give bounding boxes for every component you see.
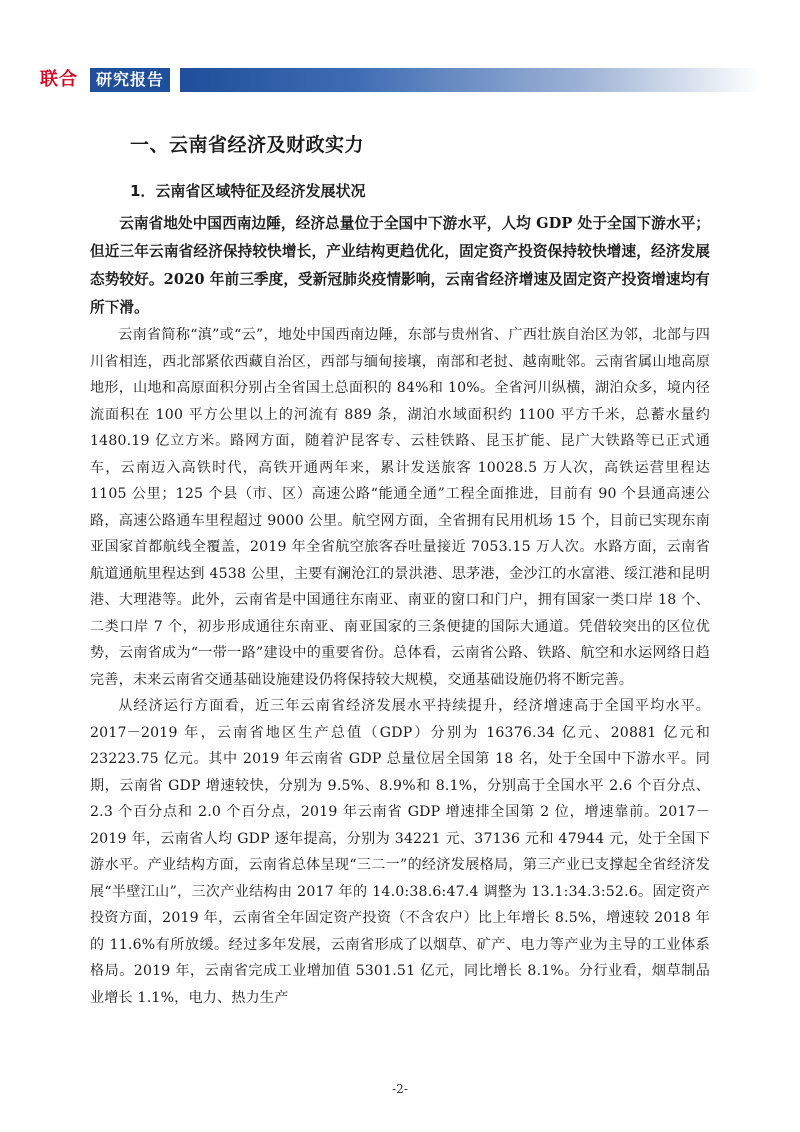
header-gradient-bar xyxy=(180,68,760,92)
section-title: 一、云南省经济及财政实力 xyxy=(130,134,365,156)
body-paragraph-economy: 从经济运行方面看，近三年云南省经济发展水平持续提升，经济增速高于全国平均水平。2017－2019 年，云南省地区生产总值（GDP）分别为 16376.34 亿元、20881 亿元和 23223.75 亿元。其中 2019 年云南省 GDP 总量位居全国第 18 名，处于全国中下游水平。同期，云南省 GDP 增速较快，分别为 9.5%、8.9%和 8.1%，分别高于全国水平 2.6 个百分点、2.3 个百分点和 2.0 个百分点，2019 年云南省 GDP 增速排全国第 2 位，增速靠前。2017－2019 年，云南省人均 GDP 逐年提高，分别为 34221 元、37136 元和 47944 元，处于全国下游水平。产业结构方面，云南省总体呈现“三二一”的经济发展格局，第三产业已支撑起全省经济发展“半壁江山”，三次产业结构由 2017 年的 14.0:38.6:47.4 调整为 13.1:34.3:52.6。固定资产投资方面，2019 年，云南省全年固定资产投资（不含农户）比上年增长 8.5%，增速较 2018 年的 11.6%有所放缓。经过多年发展，云南省形成了以烟草、矿产、电力等产业为主导的工业体系格局。2019 年，云南省完成工业增加值 5301.51 亿元，同比增长 8.1%。分行业看，烟草制品业增长 1.1%，电力、热力生产 xyxy=(90,698,710,1006)
report-header xyxy=(40,68,760,92)
document-body xyxy=(90,130,710,1011)
brand-label-red: 联合 xyxy=(40,69,78,90)
section-subtitle: 1．云南省区域特征及经济发展状况 xyxy=(130,182,366,200)
summary-paragraph: 云南省地处中国西南边陲，经济总量位于全国中下游水平，人均 GDP 处于全国下游水平；但近三年云南省经济保持较快增长，产业结构更趋优化，固定资产投资保持较快增速，经济发展态势较好。2020 年前三季度，受新冠肺炎疫情影响，云南省经济增速及固定资产投资增速均有所下滑。 xyxy=(90,215,710,316)
page-number: -2- xyxy=(392,1082,408,1096)
brand-label-blue: 研究报告 xyxy=(90,68,170,92)
body-paragraph-geography: 云南省简称“滇”或“云”，地处中国西南边陲，东部与贵州省、广西壮族自治区为邻，北部与四川省相连，西北部紧依西藏自治区，西部与缅甸接壤，南部和老挝、越南毗邻。云南省属山地高原地形，山地和高原面积分别占全省国土总面积的 84%和 10%。全省河川纵横，湖泊众多，境内径流面积在 100 平方公里以上的河流有 889 条，湖泊水域面积约 1100 平方千米，总蓄水量约 1480.19 亿立方米。路网方面，随着沪昆客专、云桂铁路、昆玉扩能、昆广大铁路等已正式通车，云南迈入高铁时代，高铁开通两年来，累计发送旅客 10028.5 万人次，高铁运营里程达 1105 公里；125 个县（市、区）高速公路“能通全通”工程全面推进，目前有 90 个县通高速公路，高速公路通车里程超过 9000 公里。航空网方面，全省拥有民用机场 15 个，目前已实现东南亚国家首都航线全覆盖，2019 年全省航空旅客吞吐量接近 7053.15 万人次。水路方面，云南省航道通航里程达到 4538 公里，主要有澜沧江的景洪港、思茅港，金沙江的水富港、绥江港和昆明港、大理港等。此外，云南省是中国通往东南亚、南亚的窗口和门户，拥有国家一类口岸 18 个、二类口岸 7 个，初步形成通往东南亚、南亚国家的三条便捷的国际大通道。凭借较突出的区位优势，云南省成为“一带一路”建设中的重要省份。总体看，云南省公路、铁路、航空和水运网络日趋完善，未来云南省交通基础设施建设仍将保持较大规模，交通基础设施仍将不断完善。 xyxy=(90,327,710,688)
